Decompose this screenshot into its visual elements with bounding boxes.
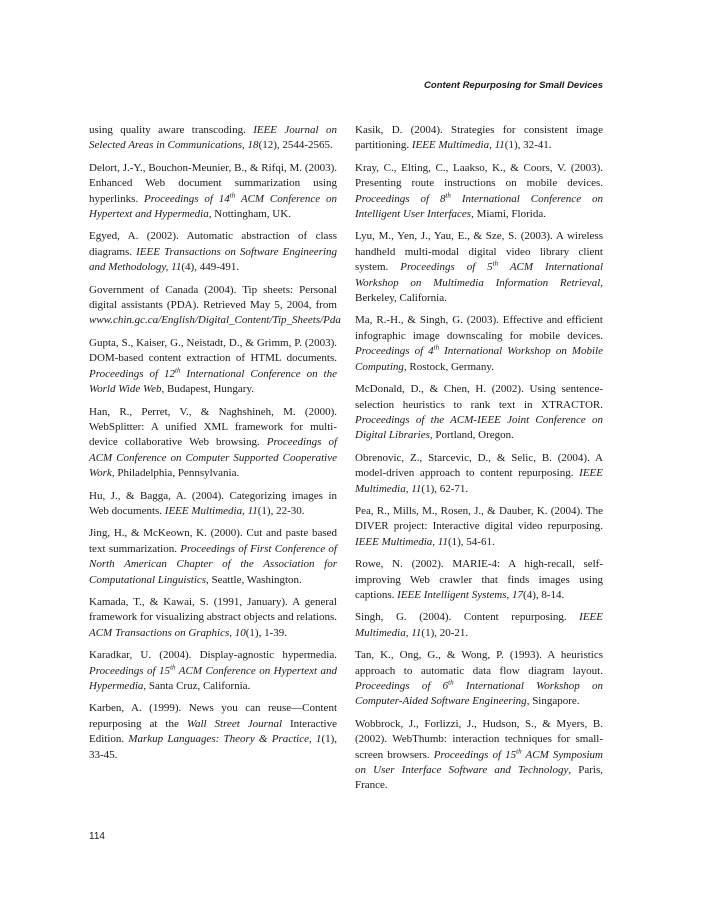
italic-text: International Conference on Intelligent User Interfaces [355,192,603,221]
reference-text: Interactive Edition. [89,717,337,746]
reference-entry [89,229,337,275]
reference-text: (1), 1-39. [245,626,288,639]
ordinal-superscript: th [433,343,440,352]
reference-text: (12), 2544-2565. [258,139,333,152]
reference-text: Ma, R.-H., & Singh, G. (2003). Effective and efficient infographic image downscaling for mobile devices. [355,314,603,342]
reference-entry [89,701,337,763]
reference-text: (4), 449-491. [181,261,240,274]
ordinal-superscript: th [175,366,181,375]
reference-text: (1), 54-61. [447,535,495,548]
reference-entry [355,610,603,641]
reference-entry [355,557,603,603]
reference-text: , Paris, France. [355,764,604,792]
reference-text: Pea, R., Mills, M., Rosen, J., & Dauber, K. (2004). The DIVER project: Interactive digital video repurposing. [355,504,603,533]
reference-text: Government of Canada (2004). Tip sheets: Personal digital assistants (PDA). Retrieved May 5, 2004, from [89,283,337,312]
italic-text: Proceedings of 12 [89,367,176,380]
italic-text: Proceedings of the ACM-IEEE Joint Conference on Digital Libraries [355,413,603,442]
reference-text: (1), 33-45. [89,733,338,761]
italic-text: ACM Symposium on User Interface Software and Technology [355,748,603,777]
reference-entry [355,161,603,223]
reference-text: (1), 62-71. [421,482,469,495]
italic-text: ACM Transactions on Graphics, 10 [89,626,246,639]
reference-text: , Miami, Florida. [471,208,546,221]
italic-text: IEEE Multimedia, 11 [355,467,603,495]
reference-text: (1), 32-41. [504,139,552,152]
italic-text: International Conference on the World Wide Web [89,367,337,396]
reference-entry [89,595,337,641]
reference-text: Kasik, D. (2004). Strategies for consistent image partitioning. [355,124,603,152]
reference-text: Hu, J., & Bagga, A. (2004). Categorizing images in Web documents. [89,489,337,517]
reference-text: , Budapest, Hungary. [161,383,254,396]
ordinal-superscript: th [492,259,499,268]
reference-text: Obrenovic, Z., Starcevic, D., & Selic, B. (2004). A model-driven approach to content repurposing. [355,451,603,480]
italic-text: ACM Conference on Hypertext and Hypermedia [89,664,337,692]
italic-text: IEEE Multimedia, 11 [355,535,448,548]
reference-text: Jing, H., & McKeown, K. (2000). Cut and paste based text summarization. [89,527,337,555]
reference-entry [355,451,603,497]
page-number: 114 [89,831,105,842]
italic-text: Proceedings of 15 [89,664,171,677]
reference-entry [355,313,603,375]
reference-text: Rowe, N. (2002). MARIE-4: A high-recall, self-improving Web crawler that finds images using captions. [355,558,603,601]
reference-entry [355,717,603,794]
reference-text: Gupta, S., Kaiser, G., Neistadt, D., & Grimm, P. (2003). DOM-based content extraction of HTML documents. [89,336,337,365]
italic-text: Proceedings of 8 [355,192,446,205]
italic-text: Proceedings of First Conference of North American Chapter of the Association for Computational Linguistics [89,542,337,586]
reference-text: McDonald, D., & Chen, H. (2002). Using sentence-selection heuristics to rank text in XTRACTOR. [355,383,603,411]
ordinal-superscript: th [445,190,451,199]
reference-entry [89,161,337,223]
reference-text: , Berkeley, California. [355,276,603,305]
italic-text: IEEE Multimedia, 11 [355,611,603,639]
reference-text: Lyu, M., Yen, J., Yau, E., & Sze, S. (2003). A wireless handheld multi-modal digital video library client system. [355,230,603,274]
references-left-column [89,123,341,770]
reference-entry [355,123,603,154]
reference-entry [89,648,337,694]
reference-entry [89,283,341,329]
ordinal-superscript: th [229,190,236,199]
reference-text: Nottingham, UK. [211,208,291,221]
reference-text: Kamada, T., & Kawai, S. (1991, January). A general framework for visualizing abstract objects and relations. [89,595,337,624]
italic-text: ACM International Workshop on Multimedia Information Retrieval [355,261,604,289]
italic-text: Proceedings of 6 [355,680,449,692]
italic-text: International Workshop on Mobile Computing [355,345,603,373]
ordinal-superscript: th [448,678,454,687]
reference-text: Karben, A. (1999). News you can reuse—Content repurposing at the [89,702,337,730]
reference-entry [89,489,337,520]
italic-text: IEEE Intelligent Systems, 17 [397,588,524,601]
italic-text: International Workshop on Computer-Aided Software Engineering [355,680,603,708]
italic-text: Proceedings of 14 [144,192,230,205]
reference-text: , Rostock, Germany. [403,360,494,373]
references-right-column [355,123,603,801]
italic-text: IEEE Multimedia, 11 [164,504,258,517]
italic-text: Proceedings of 15 [433,748,517,761]
reference-entry [89,405,337,482]
reference-text: Wobbrock, J., Forlizzi, J., Hudson, S., & Myers, B. (2002). WebThumb: interaction techniques for small-screen browsers. [355,717,603,761]
reference-entry [355,382,603,444]
italic-text: Proceedings of ACM Conference on Computer Supported Cooperative Work [89,436,338,480]
reference-text: Karadkar, U. (2004). Display-agnostic hypermedia. [89,649,337,662]
italic-text: www.chin.gc.ca/English/Digital_Content/Tip_Sheets/Pda [89,314,341,327]
reference-entry [89,526,337,588]
reference-text: Singh, G. (2004). Content repurposing. [355,611,580,624]
running-header: Content Repurposing for Small Devices [424,80,603,91]
reference-entry [355,229,603,306]
reference-text: Egyed, A. (2002). Automatic abstraction of class diagrams. [89,230,337,258]
reference-text: Delort, J.-Y., Bouchon-Meunier, B., & Rifqi, M. (2003). Enhanced Web document summarization using hyperlinks. [89,161,337,205]
italic-text: ACM Conference on Hypertext and Hypermedia, [89,192,337,221]
reference-text: (1), 20-21. [421,626,469,639]
reference-entry [89,123,337,154]
reference-text: Kray, C., Elting, C., Laakso, K., & Coors, V. (2003). Presenting route instructions on mobile devices. [355,161,603,190]
reference-entry [89,336,337,398]
reference-text: (1), 22-30. [257,504,305,517]
reference-text: Tan, K., Ong, G., & Wong, P. (1993). A heuristics approach to automatic data flow diagram layout. [355,649,603,677]
reference-entry [355,504,603,550]
ordinal-superscript: th [516,746,522,755]
italic-text: Proceedings of 4 [355,345,434,358]
reference-text: , Singapore. [526,695,580,708]
reference-entry [355,648,603,710]
italic-text: IEEE Transactions on Software Engineering and Methodology, 11 [89,245,337,274]
reference-text: , Seattle, Washington. [206,573,302,586]
reference-text: , Santa Cruz, California. [143,680,251,692]
italic-text: IEEE Multimedia, 11 [411,139,505,152]
reference-text: (4), 8-14. [523,588,565,601]
reference-text: , Philadelphia, Pennsylvania. [111,467,240,480]
reference-text: Han, R., Perret, V., & Naghshineh, M. (2000). WebSplitter: A unified XML framework for multi-device collaborative Web browsing. [89,405,337,449]
italic-text: Markup Languages: Theory & Practice, 1 [128,733,322,746]
reference-text: , Portland, Oregon. [429,429,514,442]
reference-text: using quality aware transcoding. [89,124,254,136]
italic-text: IEEE Journal on Selected Areas in Communications, 18 [89,124,337,152]
italic-text: Wall Street Journal [186,717,282,730]
italic-text: Proceedings of 5 [400,261,493,274]
ordinal-superscript: th [170,662,176,671]
